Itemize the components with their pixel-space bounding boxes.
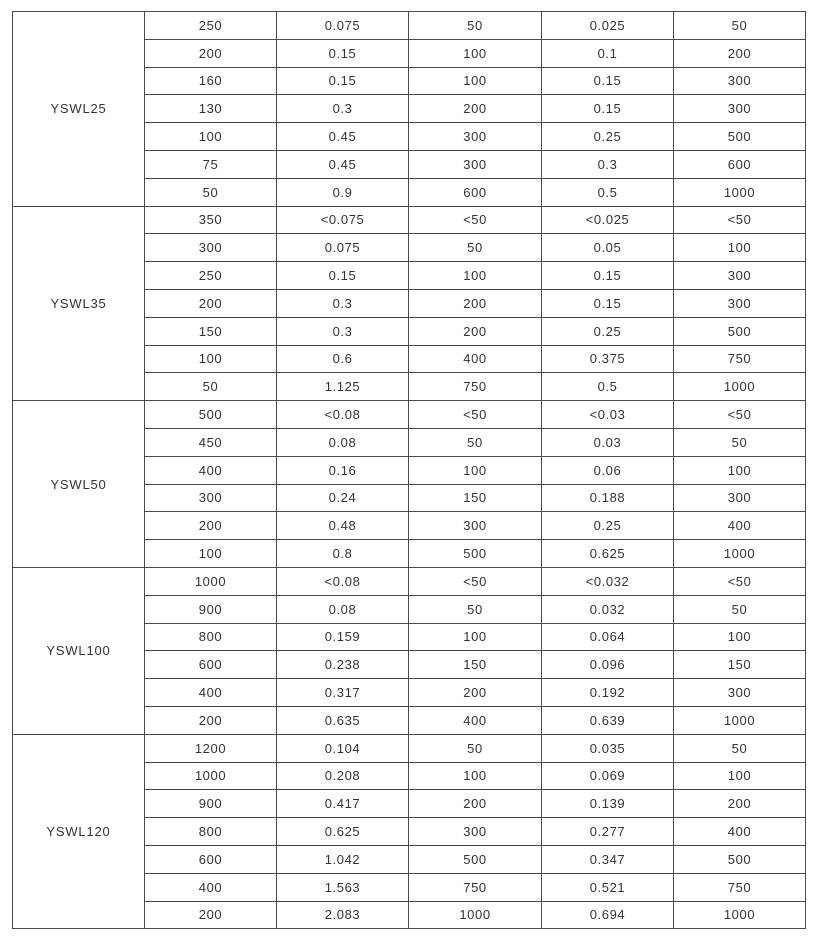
value-cell: 0.025 (542, 12, 674, 40)
value-cell: 130 (145, 95, 277, 123)
value-cell: 600 (674, 150, 806, 178)
value-cell: 500 (674, 845, 806, 873)
value-cell: 200 (409, 317, 542, 345)
value-cell: 0.15 (542, 95, 674, 123)
value-cell: 300 (674, 95, 806, 123)
value-cell: 0.075 (277, 234, 409, 262)
value-cell: 0.192 (542, 679, 674, 707)
value-cell: 750 (674, 345, 806, 373)
value-cell: 100 (674, 623, 806, 651)
value-cell: 1000 (145, 762, 277, 790)
model-name-cell: YSWL120 (13, 734, 145, 929)
value-cell: <0.08 (277, 401, 409, 429)
value-cell: <50 (674, 567, 806, 595)
value-cell: 500 (409, 845, 542, 873)
value-cell: 300 (409, 150, 542, 178)
value-cell: 400 (145, 873, 277, 901)
value-cell: 0.15 (277, 39, 409, 67)
value-cell: 800 (145, 818, 277, 846)
value-cell: 0.096 (542, 651, 674, 679)
value-cell: 0.15 (542, 67, 674, 95)
value-cell: 1.042 (277, 845, 409, 873)
value-cell: 200 (145, 901, 277, 929)
value-cell: 200 (409, 790, 542, 818)
table-row (13, 567, 806, 595)
value-cell: 100 (409, 262, 542, 290)
value-cell: 100 (674, 456, 806, 484)
value-cell: 50 (674, 734, 806, 762)
model-name-cell: YSWL100 (13, 567, 145, 734)
value-cell: 0.347 (542, 845, 674, 873)
value-cell: 0.16 (277, 456, 409, 484)
value-cell: 0.375 (542, 345, 674, 373)
value-cell: 200 (145, 289, 277, 317)
value-cell: 50 (674, 12, 806, 40)
value-cell: 250 (145, 12, 277, 40)
value-cell: 200 (409, 679, 542, 707)
value-cell: 50 (674, 428, 806, 456)
value-cell: 1.125 (277, 373, 409, 401)
value-cell: 0.521 (542, 873, 674, 901)
model-name-cell: YSWL25 (13, 12, 145, 207)
value-cell: 100 (409, 456, 542, 484)
value-cell: 0.48 (277, 512, 409, 540)
value-cell: 200 (145, 39, 277, 67)
value-cell: <0.03 (542, 401, 674, 429)
value-cell: <50 (674, 401, 806, 429)
value-cell: <0.075 (277, 206, 409, 234)
value-cell: 50 (145, 373, 277, 401)
value-cell: 160 (145, 67, 277, 95)
value-cell: <50 (674, 206, 806, 234)
value-cell: 0.694 (542, 901, 674, 929)
value-cell: 0.24 (277, 484, 409, 512)
value-cell: 75 (145, 150, 277, 178)
value-cell: 0.3 (277, 289, 409, 317)
value-cell: 100 (674, 762, 806, 790)
value-cell: 1200 (145, 734, 277, 762)
value-cell: 400 (145, 456, 277, 484)
value-cell: 500 (674, 317, 806, 345)
value-cell: 0.3 (277, 317, 409, 345)
value-cell: 2.083 (277, 901, 409, 929)
value-cell: 300 (409, 818, 542, 846)
model-name-cell: YSWL50 (13, 401, 145, 568)
value-cell: 1000 (674, 373, 806, 401)
value-cell: 250 (145, 262, 277, 290)
value-cell: 1000 (674, 901, 806, 929)
model-name-cell: YSWL35 (13, 206, 145, 401)
value-cell: 600 (409, 178, 542, 206)
value-cell: 0.15 (277, 262, 409, 290)
value-cell: 1000 (674, 540, 806, 568)
value-cell: 200 (145, 706, 277, 734)
value-cell: 0.104 (277, 734, 409, 762)
value-cell: 300 (674, 679, 806, 707)
value-cell: 200 (409, 95, 542, 123)
value-cell: 0.6 (277, 345, 409, 373)
value-cell: 0.05 (542, 234, 674, 262)
value-cell: 0.25 (542, 317, 674, 345)
value-cell: 200 (674, 39, 806, 67)
value-cell: 0.035 (542, 734, 674, 762)
value-cell: 0.635 (277, 706, 409, 734)
value-cell: 0.08 (277, 595, 409, 623)
value-cell: 1.563 (277, 873, 409, 901)
value-cell: 0.139 (542, 790, 674, 818)
value-cell: 400 (145, 679, 277, 707)
value-cell: 0.25 (542, 512, 674, 540)
value-cell: 300 (145, 234, 277, 262)
value-cell: 750 (409, 373, 542, 401)
value-cell: 0.625 (277, 818, 409, 846)
table-row (13, 206, 806, 234)
value-cell: 0.417 (277, 790, 409, 818)
value-cell: 0.032 (542, 595, 674, 623)
spec-table (12, 11, 806, 929)
value-cell: 0.15 (542, 289, 674, 317)
value-cell: 0.639 (542, 706, 674, 734)
value-cell: 600 (145, 845, 277, 873)
value-cell: 100 (674, 234, 806, 262)
value-cell: 1000 (674, 178, 806, 206)
value-cell: 400 (674, 818, 806, 846)
value-cell: <50 (409, 567, 542, 595)
value-cell: 150 (145, 317, 277, 345)
value-cell: 400 (409, 345, 542, 373)
value-cell: 0.208 (277, 762, 409, 790)
value-cell: 600 (145, 651, 277, 679)
value-cell: 100 (145, 123, 277, 151)
value-cell: 0.8 (277, 540, 409, 568)
value-cell: 300 (674, 484, 806, 512)
value-cell: 200 (145, 512, 277, 540)
value-cell: <0.032 (542, 567, 674, 595)
value-cell: 100 (409, 762, 542, 790)
value-cell: 150 (409, 484, 542, 512)
value-cell: 0.15 (277, 67, 409, 95)
value-cell: 750 (409, 873, 542, 901)
value-cell: 300 (674, 262, 806, 290)
value-cell: 0.5 (542, 178, 674, 206)
value-cell: 0.1 (542, 39, 674, 67)
value-cell: 900 (145, 595, 277, 623)
value-cell: 800 (145, 623, 277, 651)
value-cell: 0.5 (542, 373, 674, 401)
value-cell: 200 (409, 289, 542, 317)
value-cell: 1000 (674, 706, 806, 734)
value-cell: <0.08 (277, 567, 409, 595)
value-cell: 200 (674, 790, 806, 818)
value-cell: 150 (674, 651, 806, 679)
spec-table-body (13, 12, 806, 929)
value-cell: 350 (145, 206, 277, 234)
value-cell: 900 (145, 790, 277, 818)
value-cell: 0.317 (277, 679, 409, 707)
value-cell: 100 (409, 67, 542, 95)
value-cell: 400 (409, 706, 542, 734)
value-cell: 100 (145, 345, 277, 373)
value-cell: 50 (409, 234, 542, 262)
value-cell: 50 (145, 178, 277, 206)
value-cell: 0.075 (277, 12, 409, 40)
value-cell: <50 (409, 206, 542, 234)
table-row (13, 401, 806, 429)
value-cell: 0.277 (542, 818, 674, 846)
value-cell: 50 (674, 595, 806, 623)
value-cell: 0.064 (542, 623, 674, 651)
value-cell: 0.159 (277, 623, 409, 651)
value-cell: 0.15 (542, 262, 674, 290)
value-cell: 0.9 (277, 178, 409, 206)
value-cell: 0.188 (542, 484, 674, 512)
value-cell: 0.3 (277, 95, 409, 123)
value-cell: 0.25 (542, 123, 674, 151)
value-cell: 300 (409, 123, 542, 151)
table-row (13, 734, 806, 762)
value-cell: 300 (409, 512, 542, 540)
value-cell: 50 (409, 428, 542, 456)
value-cell: 0.3 (542, 150, 674, 178)
value-cell: 100 (409, 623, 542, 651)
value-cell: 1000 (409, 901, 542, 929)
value-cell: 50 (409, 12, 542, 40)
value-cell: 300 (145, 484, 277, 512)
value-cell: 0.625 (542, 540, 674, 568)
value-cell: 500 (145, 401, 277, 429)
value-cell: 0.45 (277, 123, 409, 151)
value-cell: 450 (145, 428, 277, 456)
value-cell: 1000 (145, 567, 277, 595)
value-cell: 100 (409, 39, 542, 67)
value-cell: 0.45 (277, 150, 409, 178)
table-row (13, 12, 806, 40)
value-cell: 50 (409, 595, 542, 623)
value-cell: 150 (409, 651, 542, 679)
value-cell: <50 (409, 401, 542, 429)
value-cell: 0.069 (542, 762, 674, 790)
value-cell: 0.03 (542, 428, 674, 456)
value-cell: 0.06 (542, 456, 674, 484)
value-cell: 500 (674, 123, 806, 151)
value-cell: 400 (674, 512, 806, 540)
value-cell: 100 (145, 540, 277, 568)
value-cell: 750 (674, 873, 806, 901)
value-cell: <0.025 (542, 206, 674, 234)
value-cell: 0.08 (277, 428, 409, 456)
value-cell: 300 (674, 289, 806, 317)
value-cell: 50 (409, 734, 542, 762)
value-cell: 0.238 (277, 651, 409, 679)
value-cell: 500 (409, 540, 542, 568)
value-cell: 300 (674, 67, 806, 95)
